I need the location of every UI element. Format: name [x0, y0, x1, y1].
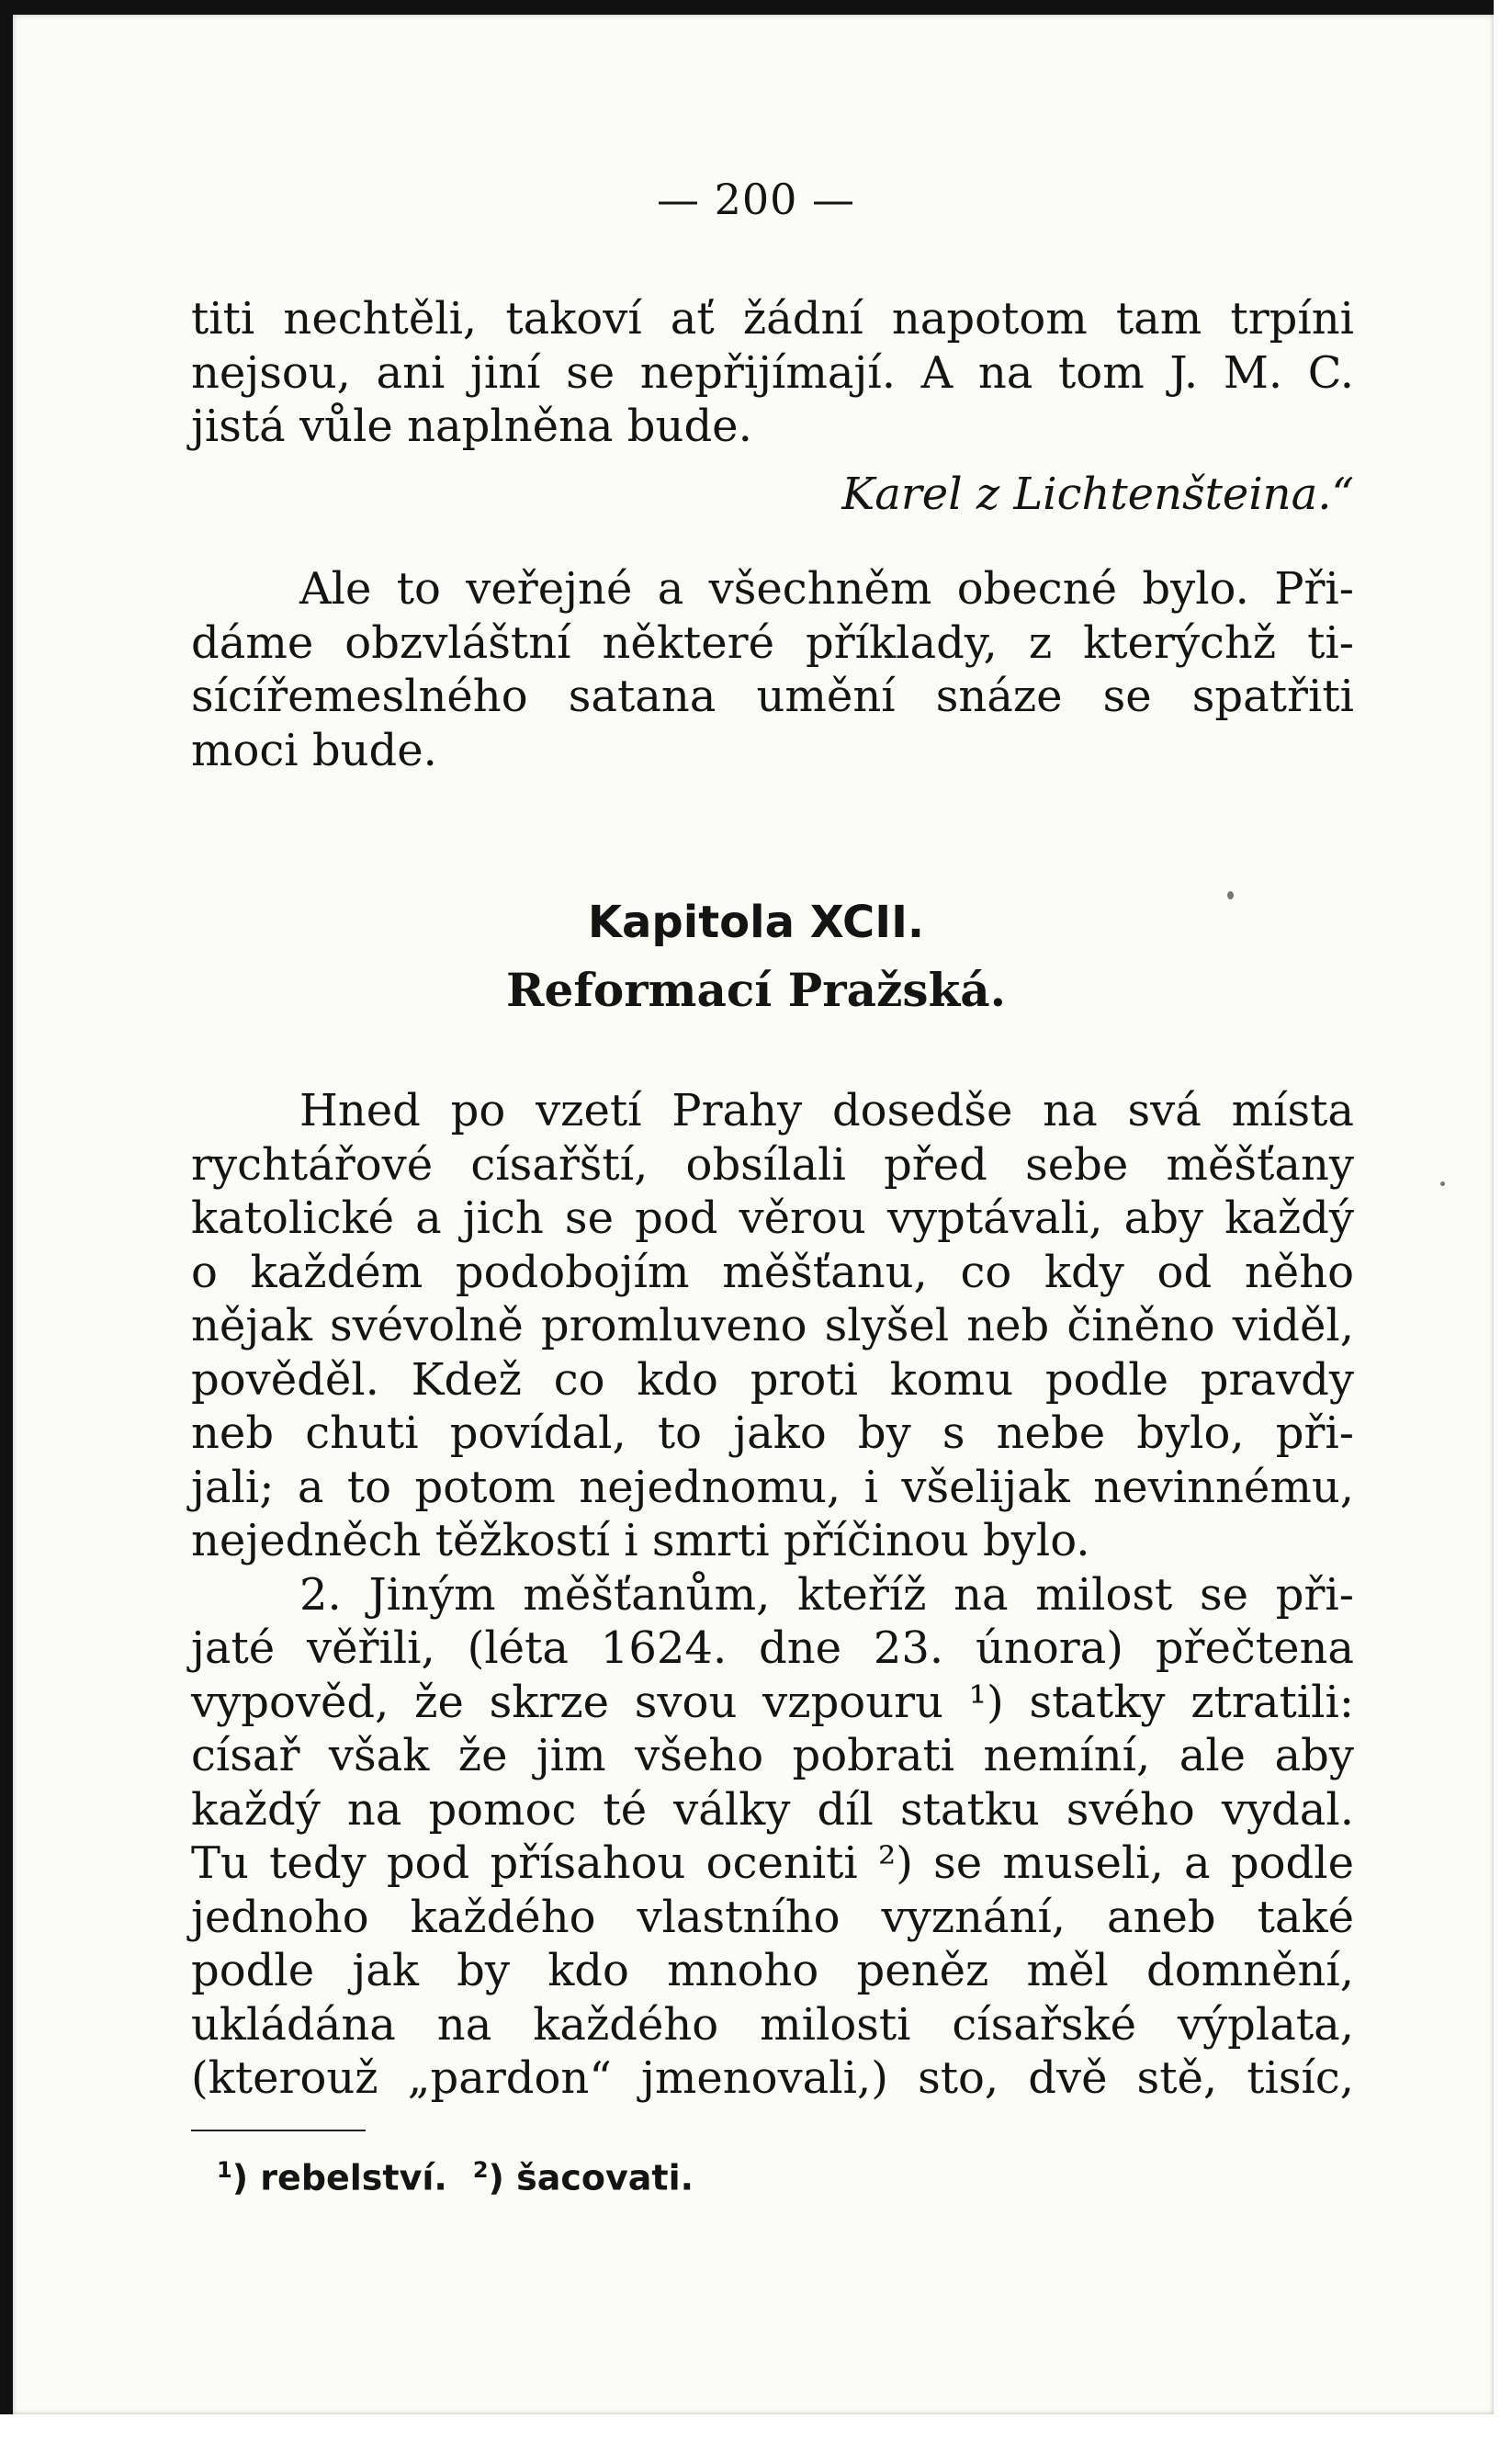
text-line: moci bude.: [191, 724, 437, 776]
footnotes: [217, 2157, 694, 2198]
text-line: 2. Jiným měšťanům, kteříž na milost se při-: [299, 1568, 1354, 1621]
text-line: Hned po vzetí Prahy dosedše na svá místa: [299, 1085, 1354, 1136]
text-line: titi nechtěli, takoví ať žádní napotom tam trpíni: [191, 293, 1354, 345]
text-line: (kterouž „pardon“ jmenovali,) sto, dvě stě, tisíc,: [191, 2052, 1354, 2104]
paragraph-1: [191, 562, 1354, 777]
footnote-1-text: ) rebelství.: [231, 2157, 447, 2198]
text-line: nejedněch těžkostí i smrti příčinou bylo.: [191, 1515, 1090, 1566]
text-line: nějak svévolně promluveno slyšel neb činěno viděl,: [191, 1300, 1354, 1351]
text-line: pověděl. Kdež co kdo proti komu podle pravdy: [191, 1353, 1354, 1406]
scan-margin-bottom: [0, 2414, 1512, 2441]
text-line: rychtářové císařští, obsílali před sebe měšťany: [191, 1138, 1354, 1191]
body-text: [191, 1084, 1354, 2106]
footnote-1-mark: 1: [217, 2157, 232, 2183]
text-line: podle jak by kdo mnoho peněz měl domnění,: [191, 1945, 1354, 1996]
footnote-rule: [191, 2130, 366, 2131]
text-line: dáme obzvláštní některé příklady, z kterýchž ti-: [191, 616, 1354, 669]
text-line: Tu tedy pod přísahou oceniti ²) se museli, a podle: [191, 1837, 1354, 1889]
text-line: císař však že jim všeho pobrati nemíní, ale aby: [191, 1730, 1354, 1781]
chapter-title: Reformací Pražská.: [505, 963, 1007, 1017]
text-line: jali; a to potom nejednomu, i všelijak nevinnému,: [191, 1461, 1354, 1513]
text-line: neb chuti povídal, to jako by s nebe bylo, při-: [191, 1407, 1354, 1459]
print-speck: [1440, 1181, 1445, 1186]
footnote-2-mark: 2: [472, 2157, 489, 2183]
text-line: vypověd, že skrze svou vzpouru ¹) statky ztratili:: [191, 1676, 1354, 1728]
signature: Karel z Lichtenšteina.“: [841, 469, 1354, 520]
text-line: katolické a jich se pod věrou vyptávali, aby každý: [191, 1192, 1354, 1244]
page-number: — 200 —: [656, 175, 856, 224]
text-line: jistá vůle naplněna bude.: [191, 401, 752, 452]
chapter-number: Kapitola XCII.: [587, 897, 925, 948]
text-line: jednoho každého vlastního vyznání, aneb také: [191, 1891, 1354, 1943]
text-line: Ale to veřejné a všechněm obecné bylo. Při-: [299, 563, 1354, 615]
text-line: jaté věřili, (léta 1624. dne 23. února) přečtena: [191, 1622, 1354, 1674]
text-line: ukládána na každého milosti císařské výplata,: [191, 1998, 1354, 2051]
scan-margin-right: [1494, 0, 1512, 2441]
print-speck: [1227, 891, 1234, 899]
footnote-2-text: ) šacovati.: [488, 2157, 694, 2198]
text-line: o každém podobojím měšťanu, co kdy od něho: [191, 1246, 1354, 1298]
text-line: nejsou, ani jiní se nepřijímají. A na tom J. M. C.: [191, 346, 1354, 399]
intro-paragraph: [191, 292, 1354, 454]
text-line: každý na pomoc té války díl statku svého vydal.: [191, 1783, 1354, 1836]
text-line: sícířemeslného satana umění snáze se spatřiti: [191, 671, 1354, 722]
